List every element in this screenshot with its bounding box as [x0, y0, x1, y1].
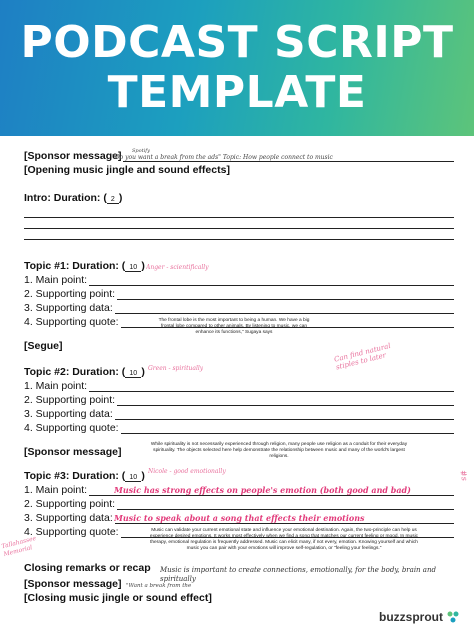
sponsor-note: Spotify [132, 148, 150, 154]
topic2-supporting-point[interactable]: 2. Supporting point: [24, 392, 454, 408]
topic3-supporting-quote[interactable]: 4. Supporting quote: [24, 524, 454, 540]
topic1-name: Anger - scientifically [146, 264, 209, 271]
title-line-2: TEMPLATE [107, 67, 367, 118]
topic1-main-point[interactable]: 1. Main point: [24, 272, 454, 288]
intro-label: Intro: Duration: ( 2 ) [24, 192, 123, 204]
topic1-supporting-point[interactable]: 2. Supporting point: [24, 286, 454, 302]
sponsor-bottom-text: "Want a break from the [126, 583, 192, 589]
topic2-name: Green - spiritually [148, 365, 204, 372]
intro-row[interactable] [24, 190, 454, 206]
opening-row [24, 162, 454, 178]
closing-text: Music is important to create connections, emotionally, for the body, brain and spiritually [160, 566, 436, 583]
topic2-label: Topic #2: Duration: ( 10 ) [24, 366, 145, 378]
segue-label: [Segue] [24, 340, 63, 352]
topic3-label: Topic #3: Duration: ( 10 ) [24, 470, 145, 482]
closing-music-label: [Closing music jingle or sound effect] [24, 592, 212, 604]
topic2-supporting-data[interactable]: 3. Supporting data: [24, 406, 454, 422]
closing-row[interactable] [24, 560, 454, 583]
topic2-supporting-quote[interactable]: 4. Supporting quote: [24, 420, 454, 436]
closing-music-row [24, 590, 454, 606]
topic3-supporting-data[interactable]: 3. Supporting data: Music to speak about a song that effects their emotions [24, 510, 454, 526]
topic1-quote-text: The frontal lobe is the most important to being a human. We have a big frontal lobe compared to other animals. By listening to music, we can enhance its functions," Sugaya says [158, 318, 310, 335]
topic3-name: Nicole - good emotionally [148, 468, 226, 475]
sponsor-mid-label: [Sponsor message] [24, 446, 122, 458]
topic1-label: Topic #1: Duration: ( 10 ) [24, 260, 145, 272]
title-line-1: PODCAST SCRIPT [20, 17, 454, 68]
topic1-supporting-data[interactable]: 3. Supporting data: [24, 300, 454, 316]
topic3-main-text: Music has strong effects on people's emotion (both good and bad) [114, 485, 411, 495]
buzzsprout-mark-icon [446, 610, 460, 624]
intro-line-3[interactable] [24, 230, 454, 242]
topic3-quote-text: Music can validate your current emotional state and influence your emotional destination. Again, the two-principle can help us experience desired emotions. It works most effectively when we find a song that matches our current feeling or mood. In music therapy, emotional regulation is frequently addressed. Music can elicit many, if not every, emotion. Knowing yourself and which music you can pair with your emotions will improve self-regulation, or "feeling your feelings." [149, 528, 419, 551]
side-note-right: Can find natural stiples to later [333, 341, 392, 372]
topic3-main-point[interactable]: 1. Main point: Music has strong effects on people's emotion (both good and bad) [24, 482, 454, 498]
topic3-supporting-point[interactable]: 2. Supporting point: [24, 496, 454, 512]
sponsor-top-text: "Do you want a break from the ads" Topic: How people connect to music [112, 154, 333, 161]
sponsor-bottom-label: [Sponsor message] [24, 578, 122, 590]
topic1-supporting-quote[interactable]: 4. Supporting quote: [24, 314, 454, 330]
opening-label: [Opening music jingle and sound effects] [24, 164, 230, 176]
topic2-quote-text: While spirituality is not necessarily experienced through religion, many people use religion as a conduit for their everyday spirituality. The objects selected here help demonstrate the relationship between music and many of the world's largest religions. [150, 442, 408, 459]
closing-label: Closing remarks or recap [24, 562, 151, 574]
topic2-main-point[interactable]: 1. Main point: [24, 378, 454, 394]
buzzsprout-logo [379, 610, 460, 624]
title-banner [0, 0, 474, 136]
side-note-left: Tallahassee Memorial [0, 534, 37, 559]
side-note-edge: #s [458, 469, 470, 482]
sponsor-top-label: [Sponsor message] [24, 150, 122, 162]
topic3-data-text: Music to speak about a song that effects their emotions [114, 513, 365, 523]
brand-name: buzzsprout [379, 610, 443, 624]
